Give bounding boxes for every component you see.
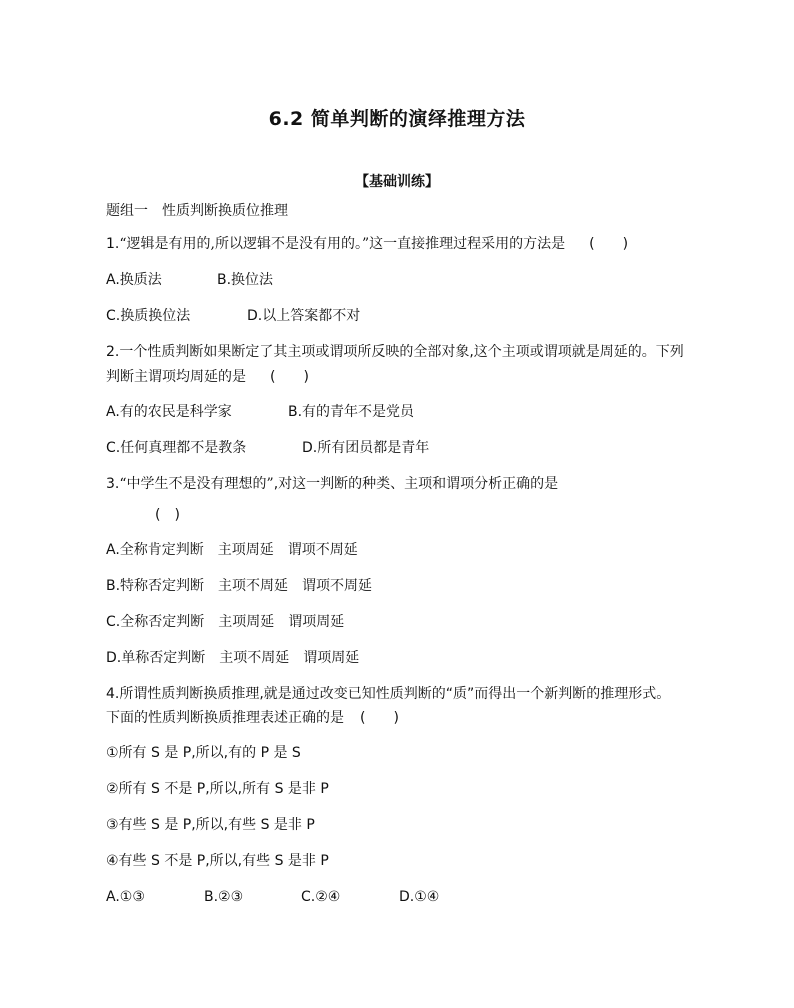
q4-statement-3: ③有些 S 是 P,所以,有些 S 是非 P [106, 817, 315, 833]
question-number: 3. [106, 476, 120, 492]
q2-option-d: D.所有团员都是青年 [302, 440, 430, 456]
question-4-line-1: 4.所谓性质判断换质推理,就是通过改变已知性质判断的“质”而得出一个新判断的推理形式。 [106, 686, 671, 702]
question-2-line-1: 2.一个性质判断如果断定了其主项或谓项所反映的全部对象,这个主项或谓项就是周延的。下列 [106, 344, 684, 360]
q3-option-a: A.全称肯定判断 主项周延 谓项不周延 [106, 542, 358, 558]
question-4-line-2 [106, 709, 399, 727]
q1-option-d: D.以上答案都不对 [247, 308, 361, 324]
page-title: 6.2 简单判断的演绎推理方法 [268, 108, 526, 130]
answer-paren: ( ) [155, 507, 180, 523]
q2-option-b: B.有的青年不是党员 [288, 404, 415, 420]
group-heading: 题组一 性质判断换质位推理 [106, 203, 288, 219]
q2-option-a: A.有的农民是科学家 [106, 404, 232, 420]
question-text: ,对这一判断的种类、主项和谓项分析正确的是 [273, 476, 559, 492]
question-text: 下面的性质判断换质推理表述正确的是 [106, 710, 344, 726]
answer-paren: ( ) [270, 369, 309, 385]
question-1 [106, 235, 628, 253]
q4-statement-1: ①所有 S 是 P,所以,有的 P 是 S [106, 745, 301, 761]
q1-option-b: B.换位法 [217, 272, 274, 288]
section-header: 【基础训练】 [355, 174, 439, 190]
question-3 [106, 475, 558, 493]
q4-option-d: D.①④ [399, 889, 440, 905]
answer-paren: ( ) [360, 710, 399, 726]
q4-statement-4: ④有些 S 不是 P,所以,有些 S 是非 P [106, 853, 329, 869]
q1-option-c: C.换质换位法 [106, 308, 191, 324]
question-2-line-2 [106, 368, 309, 386]
question-number: 1. [106, 236, 120, 252]
q2-option-c: C.任何真理都不是教条 [106, 440, 247, 456]
q3-option-c: C.全称否定判断 主项周延 谓项周延 [106, 614, 345, 630]
q1-option-a: A.换质法 [106, 272, 162, 288]
q3-option-d: D.单称否定判断 主项不周延 谓项周延 [106, 650, 360, 666]
q4-option-c: C.②④ [301, 889, 341, 905]
answer-paren: ( ) [589, 236, 629, 252]
q3-option-b: B.特称否定判断 主项不周延 谓项不周延 [106, 578, 373, 594]
question-quote: “中学生不是没有理想的” [119, 476, 274, 492]
q4-statement-2: ②所有 S 不是 P,所以,所有 S 是非 P [106, 781, 329, 797]
q4-option-a: A.①③ [106, 889, 145, 905]
question-text: 判断主谓项均周延的是 [106, 369, 246, 385]
q4-option-b: B.②③ [204, 889, 244, 905]
question-text: 这一直接推理过程采用的方法是 [369, 236, 566, 252]
question-quote: “逻辑是有用的,所以逻辑不是没有用的。” [119, 236, 370, 252]
